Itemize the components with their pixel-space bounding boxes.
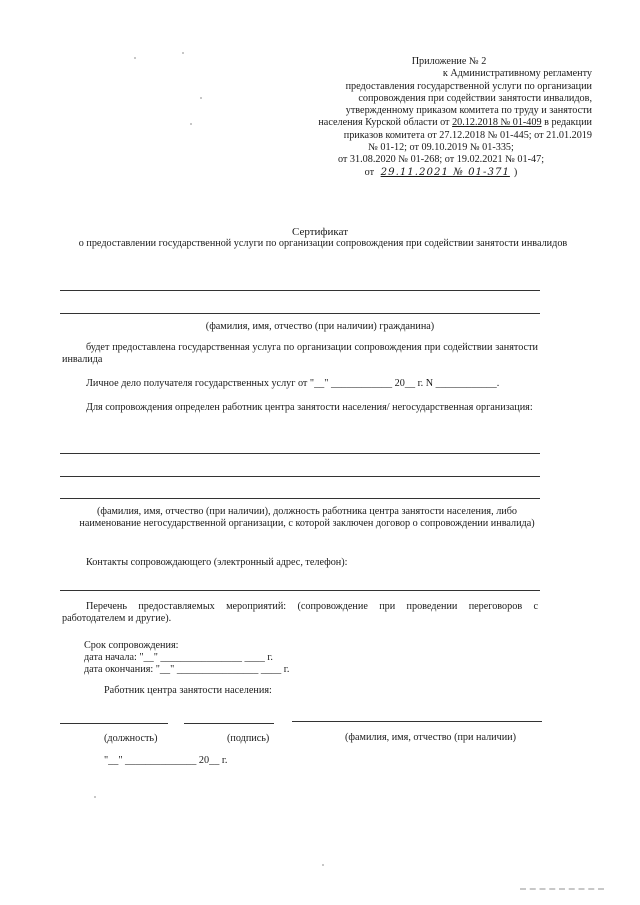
- name-caption: (фамилия, имя, отчество (при наличии): [345, 732, 517, 743]
- certificate-subtitle: о предоставлении государственной услуги по организации сопровождения при содействии занятости инвалидов: [78, 238, 568, 249]
- appendix-line: от 31.08.2020 № 01-268; от 19.02.2021 № 01-47;: [337, 154, 545, 166]
- order-prefix: населения Курской области от: [318, 117, 453, 129]
- term-end: дата окончания: "__" ________________ ____ г.: [84, 664, 290, 675]
- position-caption: (должность): [104, 733, 158, 744]
- scan-speck: [134, 57, 136, 59]
- handwritten-date: 29.11.2021 № 01-371: [380, 166, 510, 178]
- appendix-title: Приложение № 2: [411, 56, 487, 67]
- fill-line: [60, 313, 540, 314]
- fill-line: [60, 476, 540, 477]
- handwritten-suffix: ): [513, 166, 518, 178]
- scan-speck: [182, 52, 184, 54]
- fill-line: [60, 290, 540, 291]
- order-suffix: в редакции: [541, 117, 592, 129]
- escort-text: Для сопровождения определен работник центра занятости населения/ негосударственная организация:: [86, 402, 533, 413]
- signature-caption: (подпись): [227, 733, 270, 744]
- signature-line: [184, 723, 274, 724]
- worker-label: Работник центра занятости населения:: [104, 685, 272, 696]
- appendix-line: к Административному регламенту: [442, 68, 592, 80]
- appendix-line: утвержденному приказом комитета по труду и занятости: [345, 105, 592, 117]
- escort-caption: (фамилия, имя, отчество (при наличии), должность работника центра занятости населения, либо наименование негосударственной организации, с которой заключен договор о сопровождении инвалида): [79, 506, 535, 530]
- term-start: дата начала: "__" ________________ ____ г.: [84, 652, 273, 663]
- order-number: № 01-409: [497, 117, 542, 129]
- scan-edge-artifact: [520, 888, 604, 890]
- appendix-line: предоставления государственной услуги по организации: [345, 80, 592, 92]
- handwritten-prefix: от: [364, 166, 375, 178]
- date-line: "__" ______________ 20__ г.: [104, 755, 228, 766]
- scan-speck: [94, 796, 96, 798]
- scan-speck: [190, 123, 192, 125]
- appendix-line-order: [290, 117, 592, 129]
- fill-line: [60, 498, 540, 499]
- fill-line: [60, 453, 540, 454]
- appendix-line: приказов комитета от 27.12.2018 № 01-445; от 21.01.2019: [343, 129, 592, 141]
- scan-speck: [200, 97, 202, 99]
- appendix-block: [290, 56, 592, 179]
- citizen-caption: (фамилия, имя, отчество (при наличии) гражданина): [205, 321, 435, 332]
- position-line: [60, 723, 168, 724]
- personal-file-line: Личное дело получателя государственных услуг от "__" ____________ 20__ г. N ____________.: [86, 378, 500, 389]
- appendix-line-handwritten: [290, 167, 592, 179]
- term-title: Срок сопровождения:: [84, 640, 179, 651]
- order-date: 20.12.2018: [452, 117, 498, 129]
- appendix-line: сопровождения при содействии занятости инвалидов,: [358, 92, 592, 104]
- appendix-line: № 01-12; от 09.10.2019 № 01-335;: [368, 142, 514, 154]
- contacts-label: Контакты сопровождающего (электронный адрес, телефон):: [86, 557, 348, 568]
- service-text: будет предоставлена государственная услуга по организации сопровождения при содействии занятости инвалида: [62, 342, 538, 366]
- name-line: [292, 721, 542, 722]
- measures-text: Перечень предоставляемых мероприятий: (сопровождение при проведении переговоров с работодателем и другие).: [62, 601, 538, 625]
- scan-speck: [322, 864, 324, 866]
- fill-line: [60, 590, 540, 591]
- certificate-title: Сертификат: [292, 226, 348, 238]
